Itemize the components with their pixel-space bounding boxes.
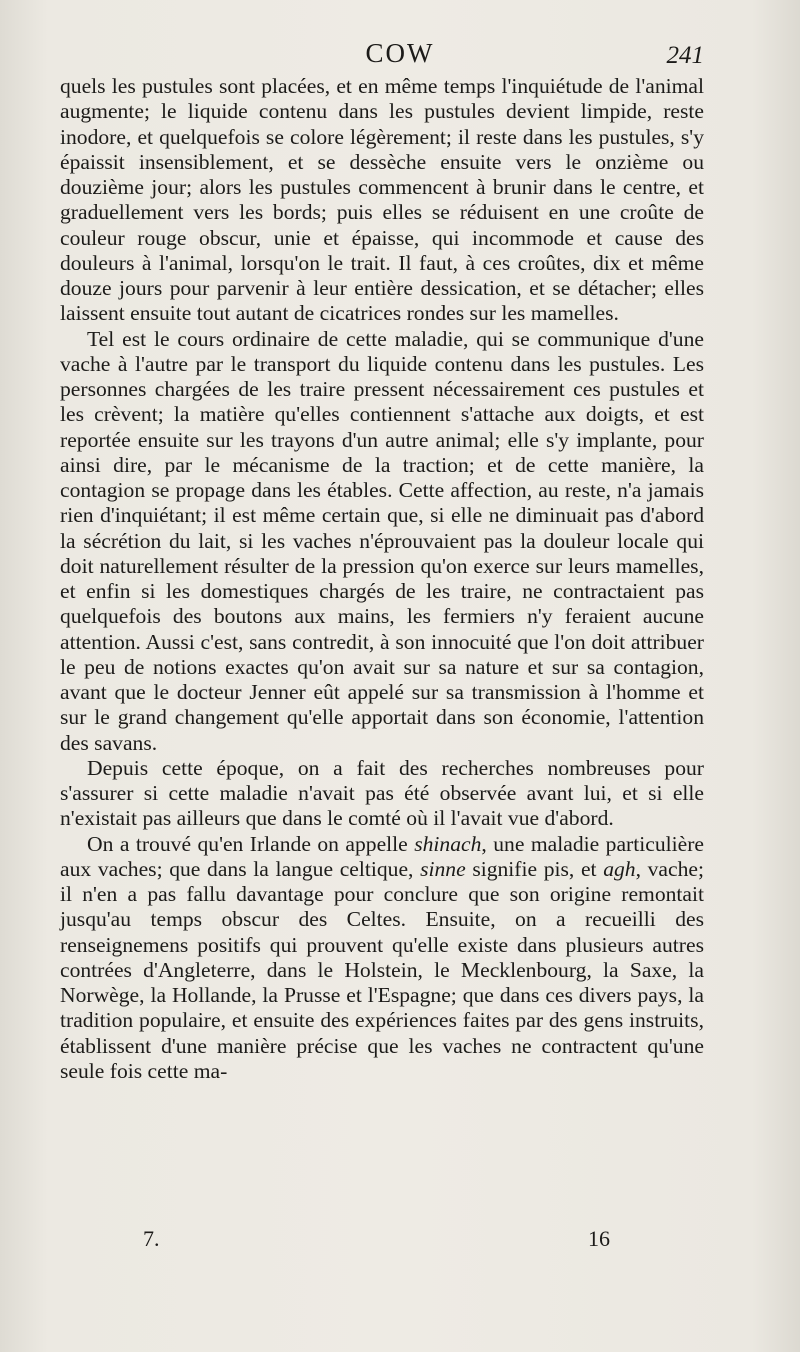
paragraph-text: On a trouvé qu'en Irlande on appelle — [87, 831, 415, 856]
volume-mark: 7. — [143, 1226, 160, 1251]
page-footer — [0, 1226, 800, 1256]
running-title: COW — [365, 38, 435, 68]
paragraph-2 — [60, 327, 704, 756]
paragraph-text: Depuis cette époque, on a fait des recherches nombreuses pour s'assurer si cette maladie n'avait pas été observée avant lui, et si elle n'existait pas ailleurs que dans le comté où il l'avait vue d'abord. — [60, 755, 704, 831]
paragraph-text: signifie pis, et — [465, 856, 604, 881]
body-text — [60, 74, 704, 1084]
paragraph-text: , vache; il n'en a pas fallu davantage pour conclure que son origine remontait jusqu'au temps obscur des Celtes. Ensuite, on a recueilli des renseignemens positifs qui prouvent qu'elle existe dans plusieurs autres contrées d'Angleterre, dans le Holstein, le Mecklenbourg, la Saxe, la Norwège, la Hollande, la Prusse et l'Espagne; que dans ces divers pays, la tradition populaire, et ensuite des expériences faites par des gens instruits, établissent d'une manière précise que les vaches ne contractent qu'une seule fois cette ma- — [60, 856, 704, 1083]
italic-term-agh: agh — [603, 856, 636, 881]
italic-term-sinne: sinne — [420, 856, 466, 881]
paragraph-text: , une maladie particulière aux vaches; que dans la langue celtique, — [60, 831, 704, 881]
paragraph-text: Tel est le cours ordinaire de cette maladie, qui se communique d'une vache à l'autre par le transport du liquide contenu dans les pustules. Les personnes chargées de les traire pressent nécessairement ces pustules et les crèvent; la matière qu'elles contiennent s'attache aux doigts, et est reportée ensuite sur les trayons d'un autre animal; elle s'y implante, pour ainsi dire, par le mécanisme de la traction; et de cette manière, la contagion se propage dans les étables. Cette affection, au reste, n'a jamais rien d'inquiétant; il est même certain que, si elle ne diminuait pas d'abord la sécrétion du lait, si les vaches n'éprouvaient pas la douleur locale qui doit naturellement résulter de la pression qu'on exerce sur leurs mamelles, et enfin si les domestiques chargés de les traire, ne contractaient pas quelquefois des boutons aux mains, les fermiers n'y feraient aucune attention. Aussi c'est, sans contredit, à son innocuité que l'on doit attribuer le peu de notions exactes qu'on avait sur sa nature et sur sa contagion, avant que le docteur Jenner eût appelé sur sa transmission à l'homme et sur le grand changement qu'elle apportait dans son économie, l'attention des savans. — [60, 326, 704, 755]
page-number: 241 — [666, 42, 704, 69]
paragraph-1 — [60, 74, 704, 327]
paragraph-4 — [60, 832, 704, 1085]
paragraph-3 — [60, 756, 704, 832]
italic-term-shinach: shinach — [414, 831, 482, 856]
sheet-signature: 16 — [588, 1226, 610, 1251]
paragraph-text: quels les pustules sont placées, et en même temps l'inquiétude de l'animal augmente; le liquide contenu dans les pustules devient limpide, reste inodore, et quelquefois se colore légèrement; il reste dans les pustules, s'y épaissit insensiblement, et se dessèche ensuite vers le onzième ou douzième jour; alors les pustules commencent à brunir dans le centre, et graduellement vers les bords; puis elles se réduisent en une croûte de couleur rouge obscur, unie et épaisse, qui incommode et cause des douleurs à l'animal, lorsqu'on le trait. Il faut, à ces croûtes, dix et même douze jours pour parvenir à leur entière dessication, et se détacher; elles laissent ensuite tout autant de cicatrices rondes sur les mamelles. — [60, 74, 704, 326]
running-head — [0, 38, 800, 72]
